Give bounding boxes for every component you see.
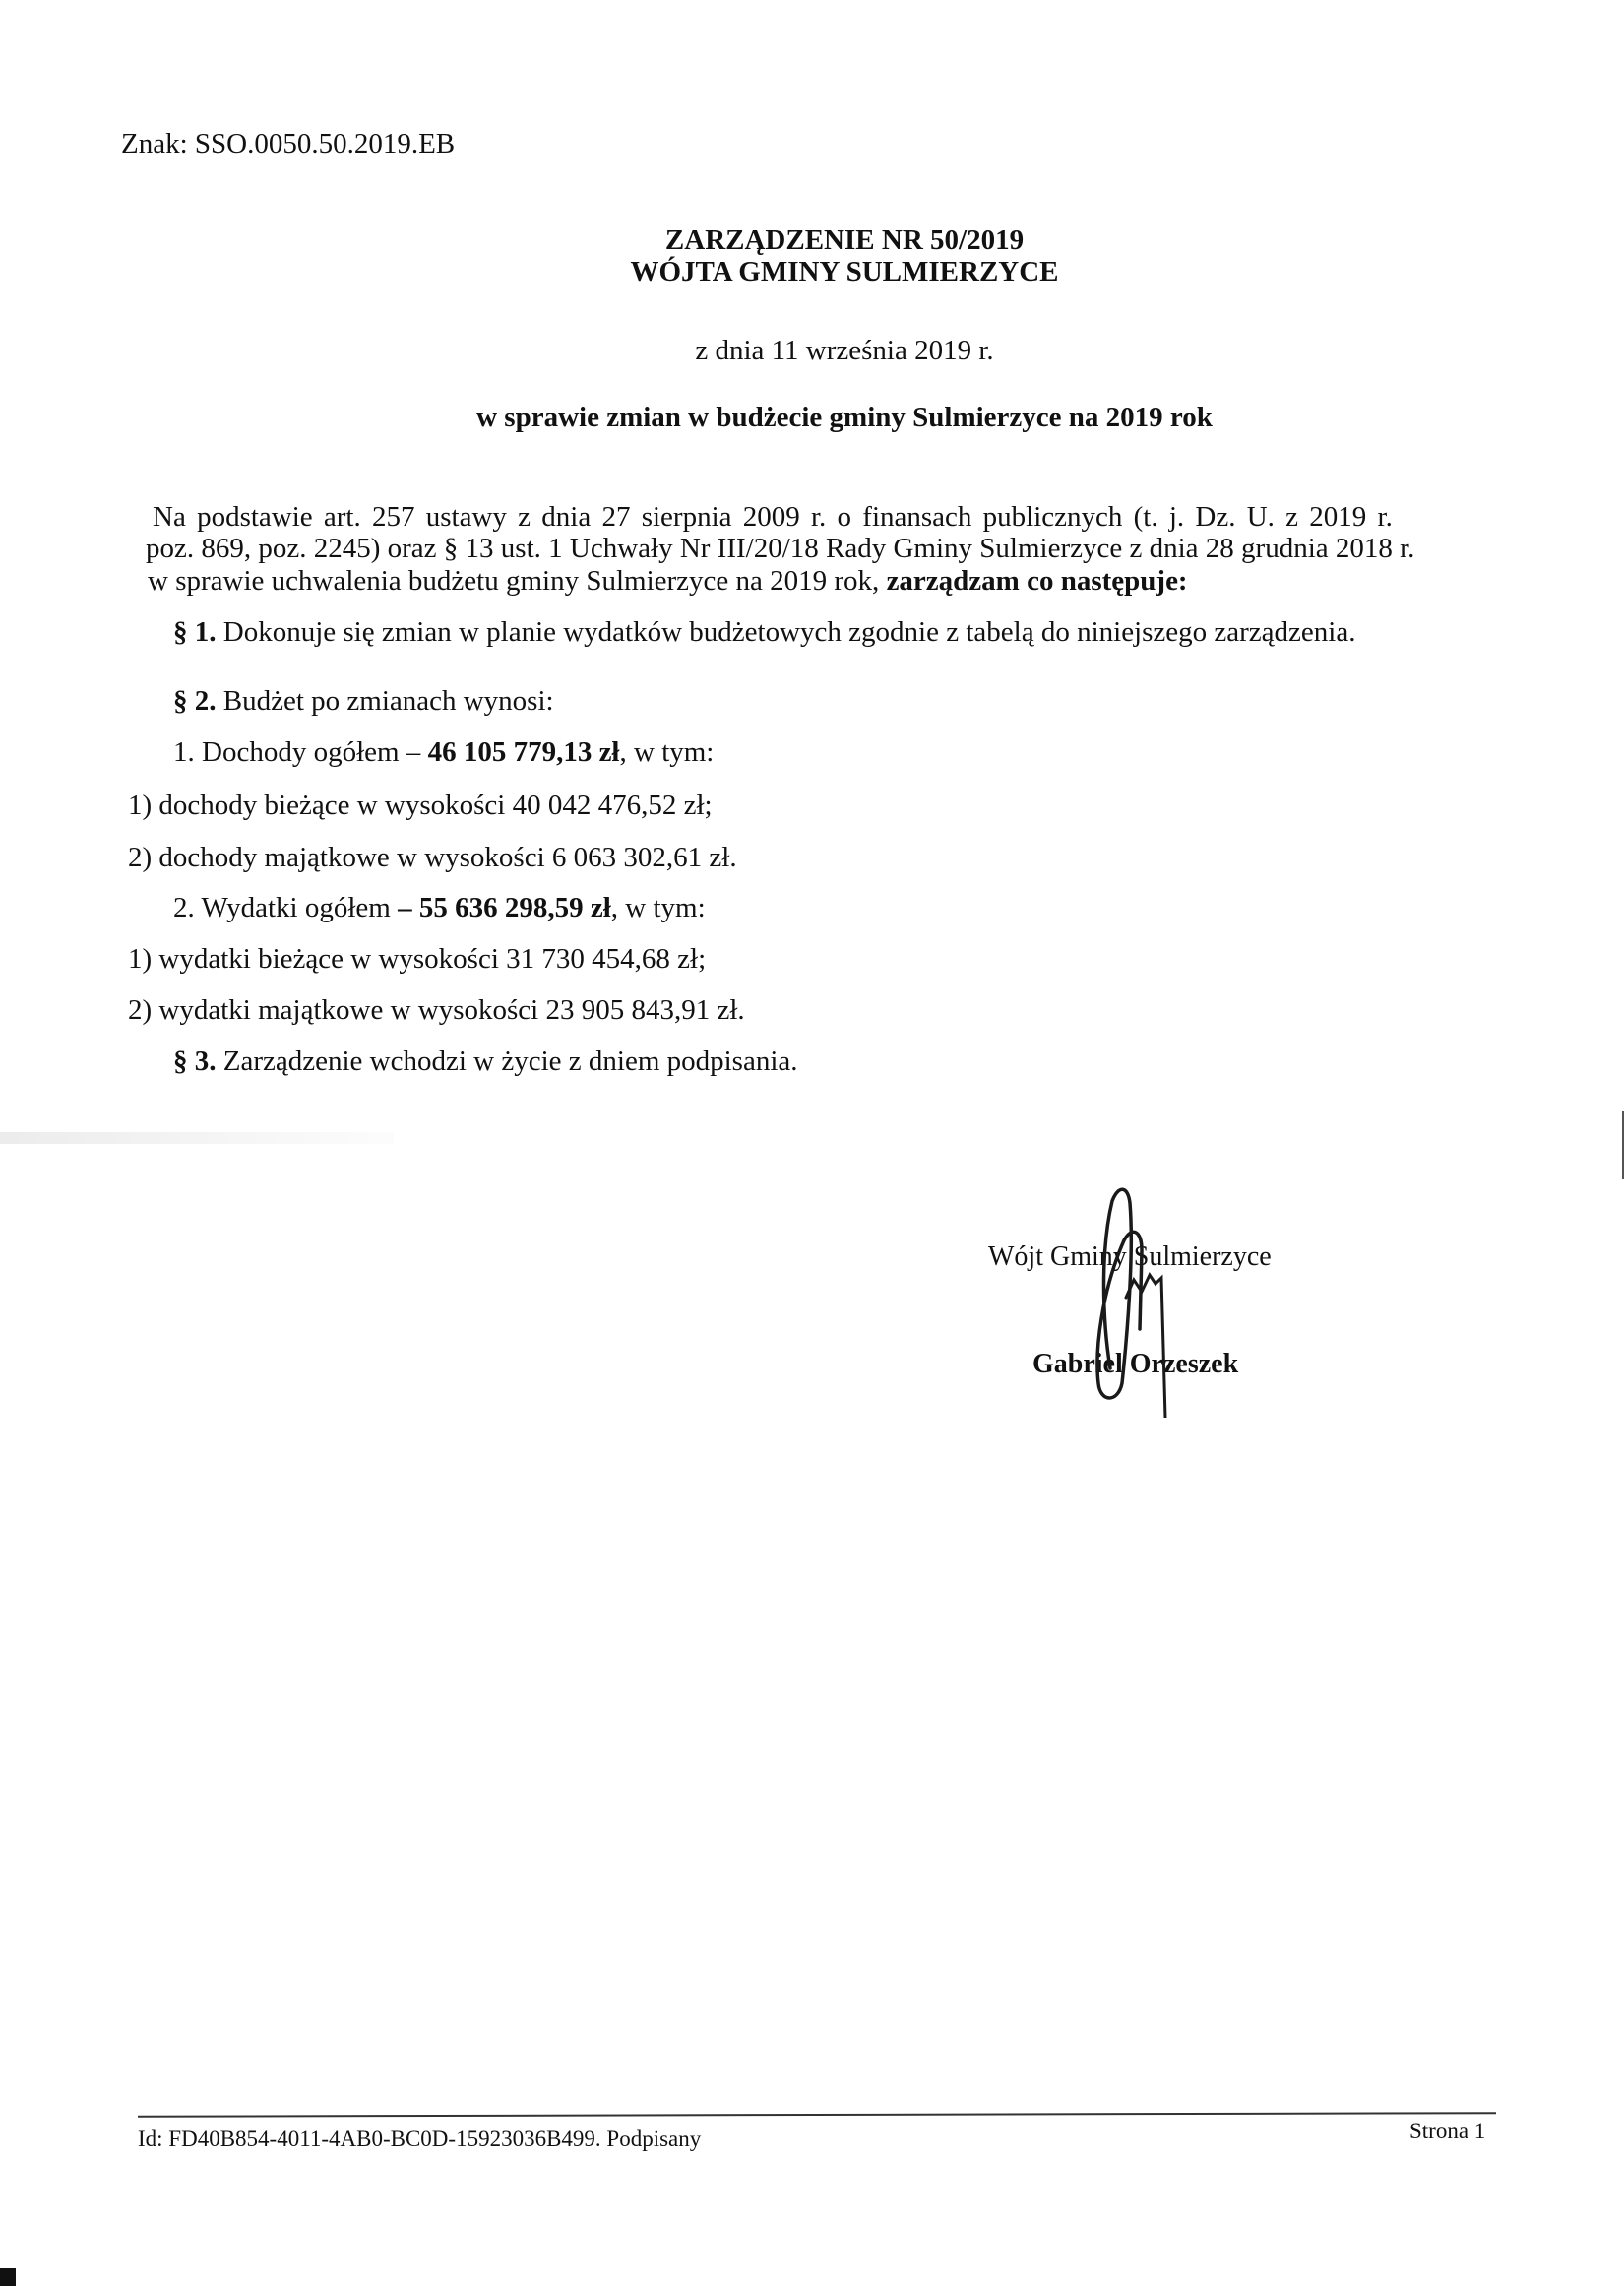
expenses-item: 2) wydatki majątkowe w wysokości 23 905 843,91 zł. bbox=[128, 994, 745, 1026]
expenses-total: – 55 636 298,59 zł bbox=[398, 892, 611, 923]
income-label: 1. Dochody ogółem – bbox=[173, 736, 428, 768]
income-suffix: , w tym: bbox=[619, 736, 715, 768]
footer-page-number: Strona 1 bbox=[1409, 2119, 1486, 2143]
document-title: ZARZĄDZENIE NR 50/2019 bbox=[664, 224, 1025, 256]
section-marker: § 3. bbox=[173, 1046, 217, 1077]
signatory-name: Gabriel Orzeszek bbox=[1032, 1349, 1239, 1379]
preamble-line-3 bbox=[148, 565, 1188, 598]
signature-stroke bbox=[1126, 1275, 1165, 1418]
scan-corner-mark bbox=[0, 2268, 16, 2286]
preamble-line-1: Na podstawie art. 257 ustawy z dnia 27 sierpnia 2009 r. o finansach publicznych (t. j. Dz. U. z 2019 r. bbox=[153, 501, 1393, 533]
section-2 bbox=[173, 685, 554, 718]
section-text: Zarządzenie wchodzi w życie z dniem podpisania. bbox=[216, 1046, 798, 1077]
signature-stroke bbox=[1097, 1189, 1142, 1398]
section-marker: § 1. bbox=[173, 616, 217, 648]
section-1 bbox=[173, 616, 1355, 649]
scan-artifact bbox=[0, 1132, 394, 1144]
income-item: 2) dochody majątkowe w wysokości 6 063 302,61 zł. bbox=[128, 842, 737, 873]
income-total: 46 105 779,13 zł bbox=[427, 736, 620, 768]
footer-document-id: Id: FD40B854-4011-4AB0-BC0D-15923036B499. Podpisany bbox=[138, 2127, 702, 2151]
expenses-suffix: , w tym: bbox=[610, 892, 706, 923]
signatory-role: Wójt Gminy Sulmierzyce bbox=[988, 1241, 1272, 1272]
section-text: Budżet po zmianach wynosi: bbox=[216, 685, 554, 717]
expenses-total-line bbox=[173, 892, 706, 924]
section-marker: § 2. bbox=[173, 685, 217, 717]
document-date: z dnia 11 września 2019 r. bbox=[695, 335, 994, 366]
income-item: 1) dochody bieżące w wysokości 40 042 476,52 zł; bbox=[128, 790, 713, 821]
income-total-line bbox=[173, 736, 714, 769]
section-text: Dokonuje się zmian w planie wydatków budżetowych zgodnie z tabelą do niniejszego zarządzenia. bbox=[216, 616, 1356, 648]
handwritten-signature bbox=[1083, 1181, 1220, 1418]
document-subject: w sprawie zmian w budżecie gminy Sulmierzyce na 2019 rok bbox=[476, 402, 1213, 433]
footer-divider bbox=[138, 2112, 1496, 2118]
preamble-line-2: poz. 869, poz. 2245) oraz § 13 ust. 1 Uchwały Nr III/20/18 Rady Gminy Sulmierzyce z dnia 28 grudnia 2018 r. bbox=[146, 533, 1415, 564]
expenses-label: 2. Wydatki ogółem bbox=[173, 892, 399, 923]
expenses-item: 1) wydatki bieżące w wysokości 31 730 454,68 zł; bbox=[128, 943, 707, 975]
document-issuer: WÓJTA GMINY SULMIERZYCE bbox=[630, 256, 1059, 287]
section-3 bbox=[173, 1046, 798, 1078]
preamble-decree-phrase: zarządzam co następuje: bbox=[886, 565, 1188, 597]
preamble-text: w sprawie uchwalenia budżetu gminy Sulmierzyce na 2019 rok, bbox=[148, 565, 887, 597]
document-reference: Znak: SSO.0050.50.2019.EB bbox=[121, 128, 456, 159]
